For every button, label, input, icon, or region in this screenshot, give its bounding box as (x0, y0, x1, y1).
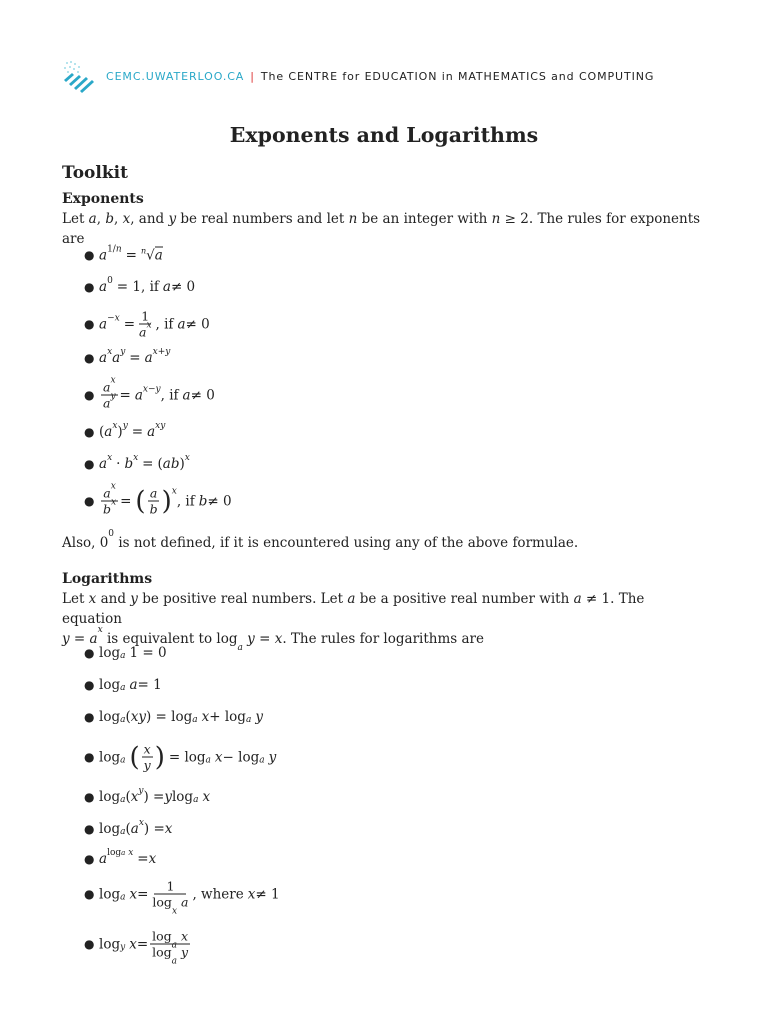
cemc-logo-icon (62, 58, 96, 94)
exponents-heading: Exponents (62, 191, 144, 207)
page-title: Exponents and Logarithms (229, 123, 539, 147)
bullet: ● (84, 248, 95, 262)
bullet: ● (84, 388, 95, 402)
header-separator: | (250, 70, 255, 83)
bullet: ● (84, 351, 95, 365)
exponents-intro: Let a, b, x, and y be real numbers and let n be an integer with n ≥ 2. The rules for exponents are (62, 211, 701, 247)
bullet: ● (84, 937, 95, 951)
bullet: ● (84, 852, 95, 866)
page-header (62, 58, 722, 94)
organization-name: The CENTRE for EDUCATION in MATHEMATICS and COMPUTING (260, 70, 655, 83)
exponents-note: Also, $0^0$ is not defined, if it is encountered using any of the above formulae. (62, 528, 579, 551)
toolkit-heading: Toolkit (62, 163, 128, 183)
bullet: ● (84, 790, 95, 804)
bullet: ● (84, 750, 95, 764)
bullet: ● (84, 887, 95, 901)
bullet: ● (84, 822, 95, 836)
bullet: ● (84, 678, 95, 692)
bullet: ● (84, 280, 95, 294)
bullet: ● (84, 425, 95, 439)
bullet: ● (84, 317, 95, 331)
site-link[interactable]: CEMC.UWATERLOO.CA (106, 70, 245, 83)
header-text (106, 70, 654, 83)
bullet: ● (84, 646, 95, 660)
logarithms-intro: Let x and y be positive real numbers. Let a be a positive real number with a ≠ 1. The equation $y = a^x$ is equivalent to $\log_a y = x$. The rules for logarithms are (62, 591, 645, 653)
bullet: ● (84, 457, 95, 471)
bullet: ● (84, 710, 95, 724)
logarithms-heading: Logarithms (62, 571, 153, 587)
bullet: ● (84, 494, 95, 508)
